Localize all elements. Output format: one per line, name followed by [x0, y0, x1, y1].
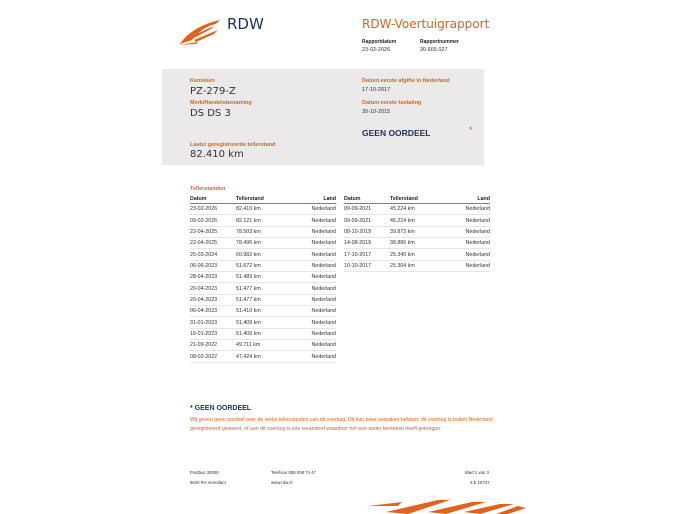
col-country-header: Land: [276, 195, 336, 204]
table-row: [190, 260, 336, 271]
row-date: 09-02-2026: [190, 215, 236, 226]
col-date-header: Datum: [344, 195, 390, 204]
first-admission-value: 30-10-2015: [362, 109, 391, 115]
row-country: Nederland: [276, 328, 336, 339]
footer-address-line1: Postbus 30000: [190, 470, 219, 475]
row-km: 25.340 km: [390, 249, 430, 260]
col-km-header: Tellerstand: [236, 195, 276, 204]
table-row: [190, 238, 336, 249]
row-country: Nederland: [276, 340, 336, 351]
row-km: 51.409 km: [236, 328, 276, 339]
row-km: 78.496 km: [236, 238, 276, 249]
row-date: 31-01-2023: [190, 317, 236, 328]
row-date: 09-09-2021: [344, 215, 390, 226]
first-admission-nl-label: Datum eerste afgifte in Nederland: [362, 78, 450, 84]
table-row: [190, 317, 336, 328]
table-row: [190, 328, 336, 339]
row-date: 08-10-2019: [344, 226, 390, 237]
row-km: 82.121 km: [236, 215, 276, 226]
footer-code: 3.E 18737: [470, 480, 490, 485]
readings-table-right: [344, 195, 490, 272]
report-number-label: Rapportnummer: [420, 39, 459, 45]
row-country: Nederland: [430, 204, 490, 215]
row-country: Nederland: [430, 226, 490, 237]
row-date: 08-02-2022: [190, 351, 236, 362]
row-km: 51.477 km: [236, 283, 276, 294]
col-country-header: Land: [430, 195, 490, 204]
row-km: 45.224 km: [390, 215, 430, 226]
table-row: [190, 272, 336, 283]
row-country: Nederland: [430, 260, 490, 271]
row-country: Nederland: [430, 238, 490, 249]
row-km: 78.503 km: [236, 226, 276, 237]
note-text: Wij geven geen oordeel over de reeks tellerstanden van dit voertuig. Dit kan twee oorzaken hebben: dit voertuig is buiten Nederland geregistreerd geweest, of aan dit voertuig is iets veranderd waardoor het een ander kenteken heeft gekregen.: [190, 417, 493, 432]
row-date: 23-02-2026: [190, 204, 236, 215]
row-km: 47.424 km: [236, 351, 276, 362]
row-km: 51.409 km: [236, 317, 276, 328]
table-row: [190, 340, 336, 351]
row-country: Nederland: [276, 249, 336, 260]
row-date: 25-03-2024: [190, 249, 236, 260]
note-title: * GEEN OORDEEL: [190, 405, 252, 412]
row-date: 10-10-2017: [344, 260, 390, 271]
row-km: 51.489 km: [236, 272, 276, 283]
row-country: Nederland: [276, 215, 336, 226]
plate-value: PZ-279-Z: [190, 86, 236, 97]
table-row: [190, 283, 336, 294]
footer-web: www.rdw.nl: [271, 480, 293, 485]
table-row: [344, 226, 490, 237]
row-date: 06-06-2023: [190, 260, 236, 271]
row-date: 21-09-2022: [190, 340, 236, 351]
row-km: 45.224 km: [390, 204, 430, 215]
table-row: [344, 238, 490, 249]
row-date: 16-01-2023: [190, 328, 236, 339]
row-country: Nederland: [430, 215, 490, 226]
row-country: Nederland: [430, 249, 490, 260]
footer-phone: Telefoon 088 008 74 47: [271, 470, 316, 475]
odometer-label: Laatst geregistreerde tellerstand: [190, 142, 276, 148]
row-date: 20-04-2023: [190, 294, 236, 305]
row-km: 49.711 km: [236, 340, 276, 351]
row-country: Nederland: [276, 238, 336, 249]
brand-name: RDW: [227, 15, 264, 33]
table-row: [190, 249, 336, 260]
row-country: Nederland: [276, 204, 336, 215]
row-date: 09-09-2021: [344, 204, 390, 215]
verdict-star: *: [469, 125, 473, 135]
rdw-logo-icon: [178, 18, 222, 46]
row-date: 28-04-2023: [190, 272, 236, 283]
make-value: DS DS 3: [190, 108, 231, 119]
row-date: 06-04-2023: [190, 306, 236, 317]
table-row: [190, 226, 336, 237]
row-km: 51.477 km: [236, 294, 276, 305]
row-country: Nederland: [276, 283, 336, 294]
report-date: 23-02-2026: [362, 47, 391, 53]
report-date-label: Rapportdatum: [362, 39, 397, 45]
row-km: 51.672 km: [236, 260, 276, 271]
verdict-text: GEEN OORDEEL: [362, 128, 431, 138]
make-label: Merk/Handelsbenaming: [190, 100, 252, 106]
row-km: 39.873 km: [390, 226, 430, 237]
table-header-row: [344, 195, 490, 204]
row-km: 60.982 km: [236, 249, 276, 260]
table-row: [344, 204, 490, 215]
row-country: Nederland: [276, 351, 336, 362]
row-country: Nederland: [276, 306, 336, 317]
table-row: [344, 215, 490, 226]
table-row: [344, 249, 490, 260]
row-date: 20-04-2023: [190, 283, 236, 294]
row-km: 38.886 km: [390, 238, 430, 249]
row-country: Nederland: [276, 226, 336, 237]
footer-address-line2: 9640 RA Veendam: [190, 480, 226, 485]
row-country: Nederland: [276, 272, 336, 283]
table-row: [190, 294, 336, 305]
row-country: Nederland: [276, 317, 336, 328]
footer-page: Blad 1 van 3: [465, 470, 489, 475]
report-title: RDW-Voertuigrapport: [362, 17, 490, 31]
row-country: Nederland: [276, 260, 336, 271]
row-date: 17-10-2017: [344, 249, 390, 260]
table-row: [190, 306, 336, 317]
row-date: 22-04-2025: [190, 226, 236, 237]
table-row: [190, 204, 336, 215]
first-admission-label: Datum eerste toelating: [362, 100, 422, 106]
decorative-stripes-icon: [368, 498, 526, 514]
readings-section-title: Tellerstanden: [190, 186, 226, 192]
odometer-value: 82.410 km: [190, 149, 244, 160]
row-km: 51.410 km: [236, 306, 276, 317]
col-km-header: Tellerstand: [390, 195, 430, 204]
col-date-header: Datum: [190, 195, 236, 204]
first-admission-nl-value: 17-10-2017: [362, 87, 391, 93]
table-row: [190, 215, 336, 226]
row-km: 82.410 km: [236, 204, 276, 215]
table-row: [344, 260, 490, 271]
table-row: [190, 351, 336, 362]
row-km: 25.304 km: [390, 260, 430, 271]
table-header-row: [190, 195, 336, 204]
row-date: 14-08-2019: [344, 238, 390, 249]
readings-table-left: [190, 195, 336, 363]
plate-label: Kenteken: [190, 78, 215, 84]
row-country: Nederland: [276, 294, 336, 305]
report-number: 30.665.027: [420, 47, 448, 53]
row-date: 22-04-2025: [190, 238, 236, 249]
